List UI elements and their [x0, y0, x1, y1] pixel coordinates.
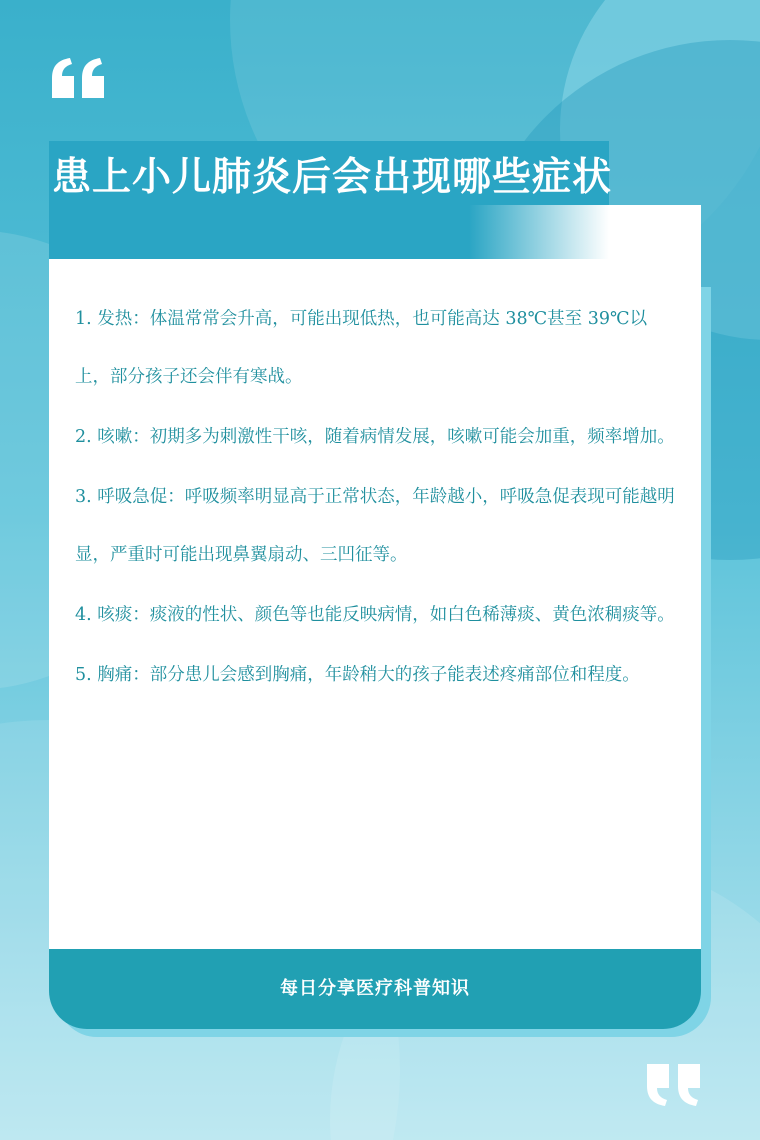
list-item: 4. 咳痰：痰液的性状、颜色等也能反映病情，如白色稀薄痰、黄色浓稠痰等。 [75, 605, 675, 625]
close-quote-icon [645, 1064, 703, 1106]
list-item: 2. 咳嗽：初期多为刺激性干咳，随着病情发展，咳嗽可能会加重，频率增加。 [75, 427, 675, 447]
footer-text: 每日分享医疗科普知识 [280, 978, 470, 999]
list-item: 3. 呼吸急促：呼吸频率明显高于正常状态，年龄越小，呼吸急促表现可能越明显，严重时可能出现鼻翼扇动、三凹征等。 [75, 487, 675, 565]
title-band-gradient [49, 205, 609, 259]
symptom-list [75, 290, 675, 706]
list-item: 1. 发热：体温常常会升高，可能出现低热，也可能高达 38℃甚至 39℃以上，部分孩子还会伴有寒战。 [75, 309, 648, 387]
page-title: 患上小儿肺炎后会出现哪些症状 [52, 155, 613, 200]
open-quote-icon [50, 58, 106, 98]
list-item: 5. 胸痛：部分患儿会感到胸痛，年龄稍大的孩子能表述疼痛部位和程度。 [75, 665, 640, 685]
